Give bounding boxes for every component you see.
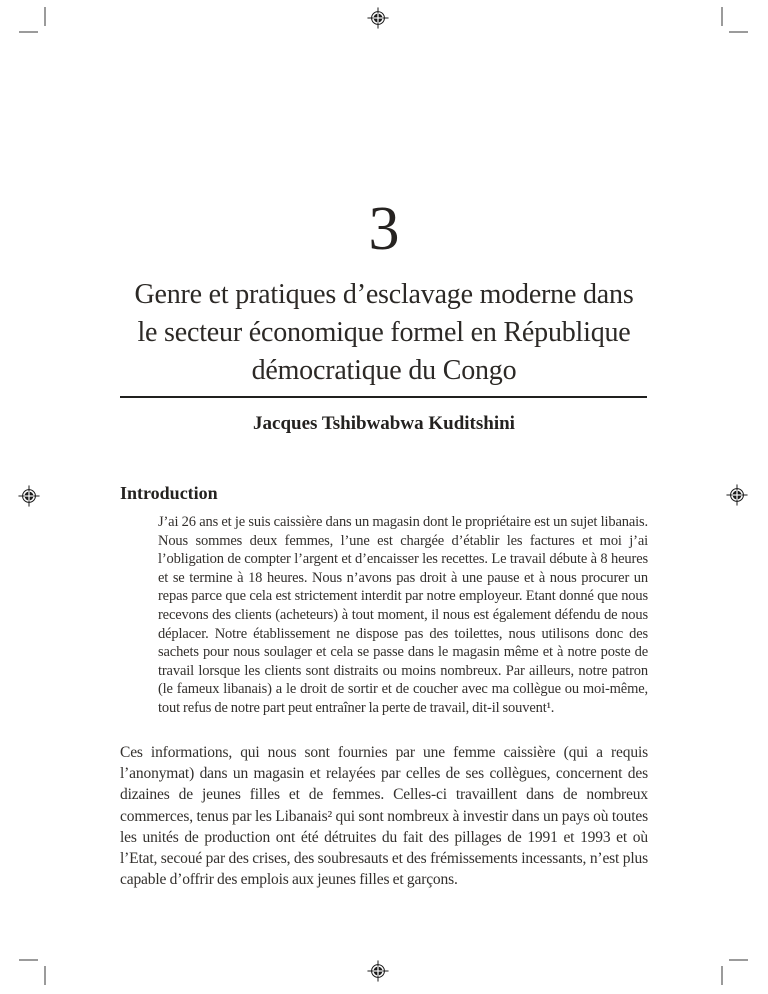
body-paragraph: Ces informations, qui nous sont fournies par une femme caissière (qui a requis l’anonymat) dans un magasin et relayées par celles de ses collègues, concernent des dizaines de jeunes filles et de femmes. Celles-ci travaillent dans de nombreux commerces, tenus par les Libanais² qui sont nombreux à investir dans un pays où toutes les unités de production ont été détruites du fait des pillages de 1991 et 1993 et où l’Etat, secoué par des crises, des soubresauts et des frémissements incessants, n’est plus capable d’offrir des emplois aux jeunes filles et garçons. [120, 744, 648, 889]
registration-mark-icon [726, 484, 748, 506]
crop-mark-icon [721, 966, 723, 985]
crop-mark-icon [721, 7, 723, 26]
chapter-title-line-3: démocratique du Congo [251, 355, 517, 386]
crop-mark-icon [19, 31, 38, 33]
crop-mark-icon [19, 959, 38, 961]
title-divider [120, 396, 647, 398]
chapter-title [84, 276, 684, 390]
crop-mark-icon [729, 959, 748, 961]
section-heading-introduction: Introduction [120, 483, 218, 503]
block-quote: J’ai 26 ans et je suis caissière dans un magasin dont le propriétaire est un sujet libanais. Nous sommes deux femmes, l’une est chargée d’établir les factures et moi j’ai l’obligation de compter l’argent et d’encaisser les recettes. Le travail débute à 8 heures et se termine à 18 heures. Nous n’avons pas droit à une pause et à nous procurer un repas parce que cela est strictement interdit par notre employeur. Etant donné que nous recevons des clients (acheteurs) à tout moment, il nous est également défendu de nous déplacer. Notre établissement ne dispose pas des toilettes, nous utilisons donc des sachets pour nous soulager et cela se passe dans le magasin même et à notre poste de travail lorsque les clients sont distraits ou moins nombreux. Par ailleurs, notre patron (le fameux libanais) a le droit de sortir et de coucher avec ma collègue ou moi-même, tout refus de notre part peut entraîner la perte de travail, dit-il souvent¹. [158, 514, 648, 716]
chapter-title-line-2: le secteur économique formel en République [137, 317, 631, 348]
author-name: Jacques Tshibwabwa Kuditshini [253, 413, 515, 434]
crop-mark-icon [729, 31, 748, 33]
crop-mark-icon [44, 966, 46, 985]
registration-mark-icon [18, 485, 40, 507]
registration-mark-icon [367, 7, 389, 29]
chapter-number: 3 [368, 195, 400, 263]
chapter-title-line-1: Genre et pratiques d’esclavage moderne dans [134, 279, 634, 310]
crop-mark-icon [44, 7, 46, 26]
registration-mark-icon [367, 960, 389, 982]
